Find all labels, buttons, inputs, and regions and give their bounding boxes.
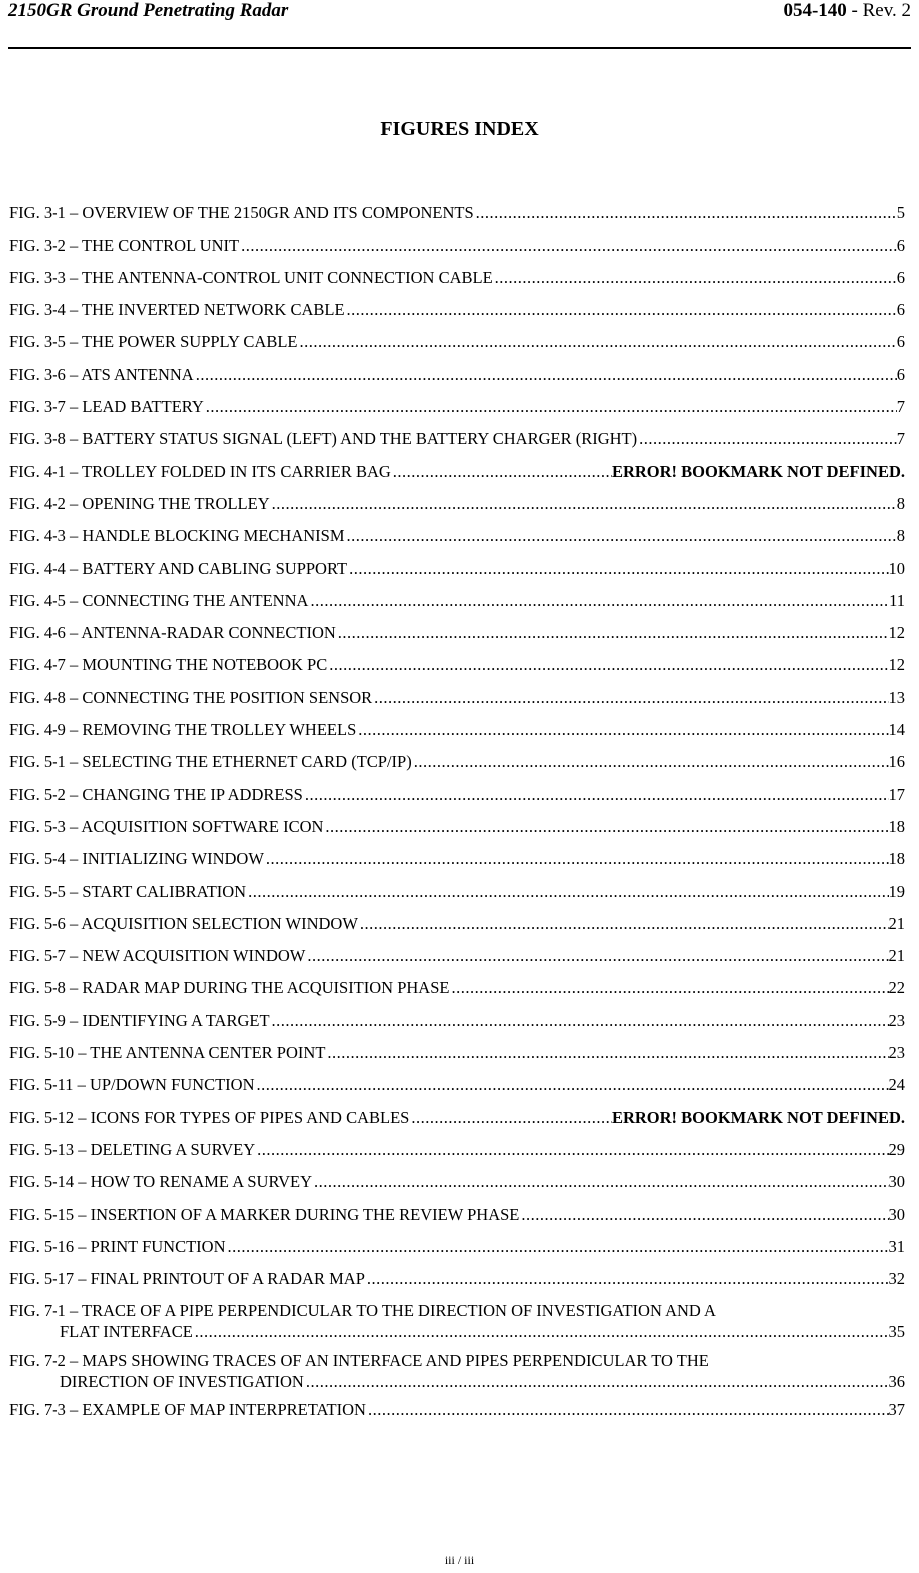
dot-leader [270, 493, 897, 514]
entry-label: FIG. 5-4 – INITIALIZING WINDOW [9, 849, 264, 869]
dot-leader [264, 848, 889, 869]
toc-entry[interactable] [9, 288, 905, 320]
dot-leader [246, 881, 888, 902]
entry-page-number: 23 [888, 1010, 905, 1030]
entry-label: FIG. 4-5 – CONNECTING THE ANTENNA [9, 590, 309, 610]
entry-label: FIG. 4-8 – CONNECTING THE POSITION SENSOR [9, 687, 373, 707]
toc-entry[interactable] [9, 1257, 905, 1289]
dot-leader [327, 654, 888, 675]
entry-label: FIG. 5-12 – ICONS FOR TYPES OF PIPES AND CABLES [9, 1107, 410, 1127]
entry-page-number: 11 [889, 590, 905, 610]
toc-entry[interactable] [9, 1160, 905, 1192]
entry-label: FIG. 5-14 – HOW TO RENAME A SURVEY [9, 1172, 313, 1192]
toc-entry[interactable] [9, 1192, 905, 1224]
dot-leader [372, 687, 888, 708]
figures-index-list [9, 191, 905, 1420]
toc-entry[interactable] [9, 902, 905, 934]
dot-leader [345, 299, 897, 320]
page-header [8, 0, 911, 24]
entry-page-number: 18 [888, 816, 905, 836]
entry-label: FIG. 5-8 – RADAR MAP DURING THE ACQUISITION PHASE [9, 978, 450, 998]
entry-page-number: 6 [896, 267, 905, 287]
entry-page-number: 7 [896, 397, 905, 417]
entry-label-line2: DIRECTION OF INVESTIGATION [60, 1371, 304, 1389]
entry-label: FIG. 5-2 – CHANGING THE IP ADDRESS [9, 784, 303, 804]
dot-leader [323, 816, 888, 837]
page-title: FIGURES INDEX [380, 118, 539, 140]
dot-leader [312, 1171, 888, 1192]
entry-page-number: 35 [888, 1322, 905, 1339]
entry-label: FIG. 5-11 – UP/DOWN FUNCTION [9, 1075, 255, 1095]
entry-label-line1: FIG. 7-2 – MAPS SHOWING TRACES OF AN INTERFACE AND PIPES PERPENDICULAR TO THE [9, 1350, 709, 1370]
toc-entry[interactable] [9, 1063, 905, 1095]
entry-label: FIG. 5-6 – ACQUISITION SELECTION WINDOW [9, 913, 358, 933]
dot-leader [270, 1010, 889, 1031]
entry-page-number: 23 [888, 1043, 905, 1063]
dot-leader [493, 267, 897, 288]
toc-entry[interactable] [9, 966, 905, 998]
toc-entry[interactable] [9, 675, 905, 707]
dot-leader [449, 977, 888, 998]
entry-label: FIG. 4-3 – HANDLE BLOCKING MECHANISM [9, 526, 345, 546]
toc-entry[interactable] [9, 1031, 905, 1063]
toc-entry[interactable] [9, 998, 905, 1030]
entry-page-number: 29 [888, 1139, 905, 1159]
entry-label: FIG. 3-1 – OVERVIEW OF THE 2150GR AND ITS COMPONENTS [9, 203, 474, 223]
dot-leader [391, 461, 612, 482]
entry-label: FIG. 5-15 – INSERTION OF A MARKER DURING THE REVIEW PHASE [9, 1204, 520, 1224]
entry-page-number: 6 [896, 300, 905, 320]
toc-entry[interactable] [9, 579, 905, 611]
toc-entry[interactable] [9, 837, 905, 869]
entry-page-number: 14 [888, 720, 905, 740]
entry-label: FIG. 4-7 – MOUNTING THE NOTEBOOK PC [9, 655, 328, 675]
dot-leader [226, 1236, 889, 1257]
toc-entry[interactable] [9, 1225, 905, 1257]
entry-page-number: 8 [896, 526, 905, 546]
dot-leader [303, 784, 889, 805]
dot-leader [356, 719, 888, 740]
entry-label: FIG. 4-4 – BATTERY AND CABLING SUPPORT [9, 558, 348, 578]
toc-entry[interactable] [9, 869, 905, 901]
dot-leader [336, 622, 889, 643]
entry-label: FIG. 3-8 – BATTERY STATUS SIGNAL (LEFT) AND THE BATTERY CHARGER (RIGHT) [9, 429, 638, 449]
toc-entry[interactable] [9, 805, 905, 837]
dot-leader [255, 1139, 888, 1160]
entry-label: FIG. 4-9 – REMOVING THE TROLLEY WHEELS [9, 720, 357, 740]
dot-leader [412, 751, 889, 772]
dot-leader [194, 364, 897, 385]
entry-page-number: 37 [888, 1400, 905, 1420]
entry-label: FIG. 3-3 – THE ANTENNA-CONTROL UNIT CONNECTION CABLE [9, 267, 493, 287]
toc-entry[interactable] [9, 740, 905, 772]
entry-page-number: 36 [888, 1371, 905, 1389]
entry-page-number: 17 [888, 784, 905, 804]
dot-leader [325, 1042, 888, 1063]
dot-leader [304, 1371, 889, 1389]
bookmark-error-text: ERROR! BOOKMARK NOT DEFINED. [611, 461, 905, 481]
toc-entry-multiline[interactable] [9, 1339, 905, 1389]
doc-number-value: 054-140 [783, 0, 847, 21]
entry-page-number: 21 [888, 946, 905, 966]
entry-page-number: 18 [888, 849, 905, 869]
entry-page-number: 12 [888, 655, 905, 675]
toc-entry[interactable] [9, 256, 905, 288]
bookmark-error-text: ERROR! BOOKMARK NOT DEFINED. [611, 1107, 905, 1127]
toc-entry[interactable] [9, 934, 905, 966]
document-title: 2150GR Ground Penetrating Radar [8, 0, 289, 21]
entry-page-number: 30 [888, 1204, 905, 1224]
toc-entry[interactable] [9, 514, 905, 546]
toc-entry-multiline[interactable] [9, 1289, 905, 1339]
entry-page-number: 31 [888, 1236, 905, 1256]
entry-label: FIG. 3-7 – LEAD BATTERY [9, 397, 204, 417]
entry-page-number: 5 [896, 203, 905, 223]
dot-leader [409, 1107, 612, 1128]
dot-leader [255, 1074, 889, 1095]
entry-page-number: 7 [896, 429, 905, 449]
dot-leader [365, 1268, 889, 1289]
entry-label-line2-row [9, 1321, 905, 1339]
entry-page-number: 10 [888, 558, 905, 578]
dot-leader [637, 428, 897, 449]
entry-label: FIG. 5-9 – IDENTIFYING A TARGET [9, 1010, 270, 1030]
entry-label: FIG. 4-2 – OPENING THE TROLLEY [9, 493, 270, 513]
entry-label-line2-row [9, 1371, 905, 1389]
toc-entry[interactable] [9, 417, 905, 449]
entry-label: FIG. 5-5 – START CALIBRATION [9, 881, 247, 901]
entry-label: FIG. 5-16 – PRINT FUNCTION [9, 1236, 226, 1256]
entry-label: FIG. 5-17 – FINAL PRINTOUT OF A RADAR MAP [9, 1269, 365, 1289]
page-footer-number: iii / iii [444, 1553, 475, 1567]
entry-page-number: 21 [888, 913, 905, 933]
entry-page-number: 13 [888, 687, 905, 707]
toc-entry[interactable] [9, 223, 905, 255]
toc-entry[interactable] [9, 546, 905, 578]
toc-entry[interactable] [9, 708, 905, 740]
toc-entry[interactable] [9, 482, 905, 514]
dot-leader [193, 1321, 889, 1339]
dot-leader [519, 1204, 888, 1225]
dot-leader [308, 590, 889, 611]
entry-label: FIG. 3-2 – THE CONTROL UNIT [9, 235, 240, 255]
toc-entry[interactable] [9, 191, 905, 223]
entry-label-line1: FIG. 7-1 – TRACE OF A PIPE PERPENDICULAR TO THE DIRECTION OF INVESTIGATION AND A [9, 1301, 716, 1321]
entry-label: FIG. 5-3 – ACQUISITION SOFTWARE ICON [9, 816, 324, 836]
dot-leader [298, 331, 897, 352]
revision-label: - Rev. 2 [846, 0, 911, 21]
entry-label: FIG. 5-7 – NEW ACQUISITION WINDOW [9, 946, 306, 966]
dot-leader [347, 558, 888, 579]
entry-label: FIG. 5-10 – THE ANTENNA CENTER POINT [9, 1043, 326, 1063]
entry-page-number: 19 [888, 881, 905, 901]
toc-entry[interactable] [9, 449, 905, 481]
entry-page-number: 16 [888, 752, 905, 772]
toc-entry[interactable] [9, 320, 905, 352]
entry-page-number: 6 [896, 235, 905, 255]
entry-page-number: 6 [896, 332, 905, 352]
entry-page-number: 8 [896, 493, 905, 513]
entry-page-number: 12 [888, 623, 905, 643]
toc-entry[interactable] [9, 1388, 905, 1420]
toc-entry[interactable] [9, 352, 905, 384]
header-divider [8, 47, 911, 49]
dot-leader [366, 1399, 889, 1420]
toc-entry[interactable] [9, 1095, 905, 1127]
entry-label: FIG. 3-5 – THE POWER SUPPLY CABLE [9, 332, 298, 352]
dot-leader [345, 525, 897, 546]
entry-label: FIG. 5-1 – SELECTING THE ETHERNET CARD (TCP/IP) [9, 752, 412, 772]
toc-entry[interactable] [9, 643, 905, 675]
toc-entry[interactable] [9, 1128, 905, 1160]
entry-label: FIG. 3-4 – THE INVERTED NETWORK CABLE [9, 300, 345, 320]
dot-leader [358, 913, 889, 934]
entry-label: FIG. 4-6 – ANTENNA-RADAR CONNECTION [9, 623, 336, 643]
toc-entry[interactable] [9, 772, 905, 804]
toc-entry[interactable] [9, 611, 905, 643]
entry-label: FIG. 5-13 – DELETING A SURVEY [9, 1139, 256, 1159]
dot-leader [305, 945, 888, 966]
entry-page-number: 24 [888, 1075, 905, 1095]
entry-label: FIG. 7-3 – EXAMPLE OF MAP INTERPRETATION [9, 1400, 366, 1420]
toc-entry[interactable] [9, 385, 905, 417]
dot-leader [239, 235, 897, 256]
entry-page-number: 22 [888, 978, 905, 998]
dot-leader [204, 396, 897, 417]
entry-label: FIG. 4-1 – TROLLEY FOLDED IN ITS CARRIER BAG [9, 461, 391, 481]
entry-label: FIG. 3-6 – ATS ANTENNA [9, 364, 194, 384]
entry-page-number: 30 [888, 1172, 905, 1192]
entry-page-number: 6 [896, 364, 905, 384]
document-number [783, 0, 911, 22]
entry-page-number: 32 [888, 1269, 905, 1289]
dot-leader [474, 202, 897, 223]
entry-label-line2: FLAT INTERFACE [60, 1322, 193, 1339]
